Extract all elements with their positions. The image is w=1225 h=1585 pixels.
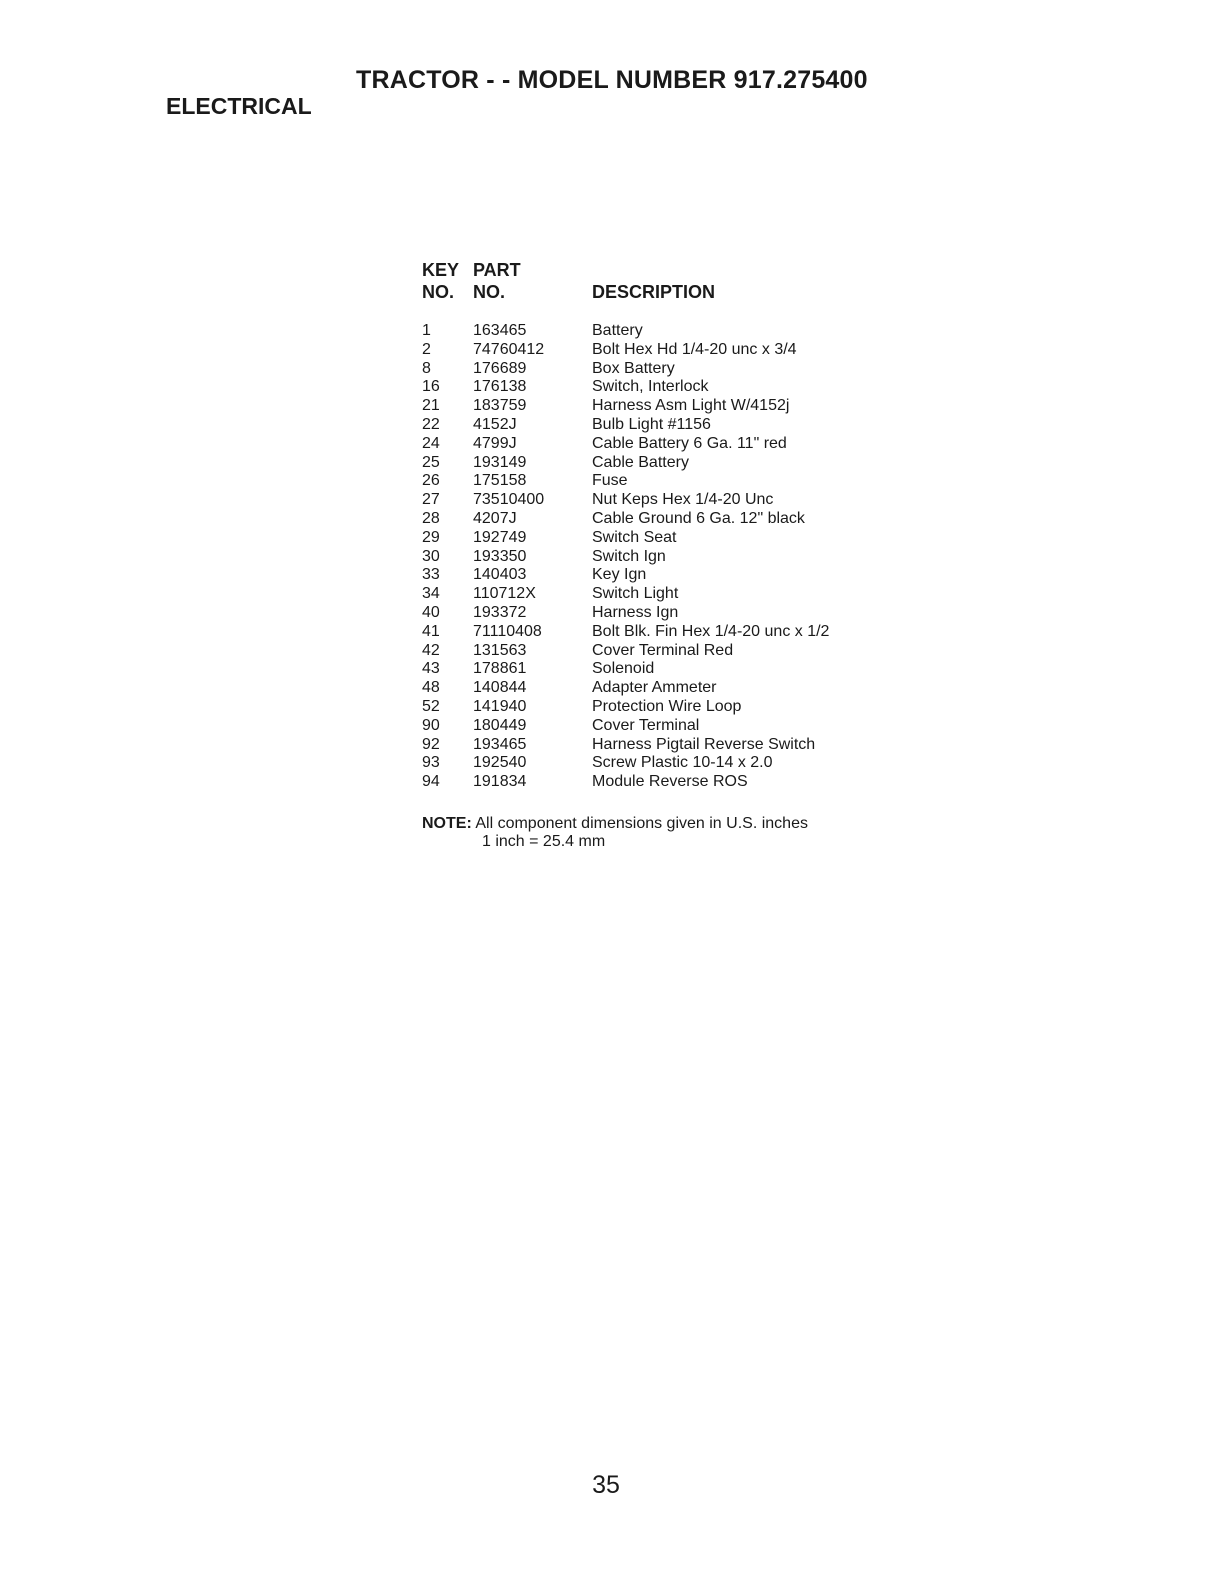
part-number: 193465: [473, 735, 527, 753]
part-description: Adapter Ammeter: [592, 679, 717, 697]
table-row: [422, 416, 922, 435]
key-number: 2: [422, 340, 431, 358]
col-header-description: DESCRIPTION: [592, 282, 716, 302]
key-number: 33: [422, 566, 440, 584]
part-description: Battery: [592, 322, 643, 339]
part-description: Switch, Interlock: [592, 378, 709, 396]
part-description: Screw Plastic 10-14 x 2.0: [592, 754, 773, 772]
key-number: 24: [422, 434, 440, 452]
key-number: 8: [422, 359, 431, 377]
part-number: 192749: [473, 528, 527, 546]
note: [422, 814, 808, 833]
part-number: 140403: [473, 566, 527, 584]
part-description: Harness Pigtail Reverse Switch: [592, 735, 816, 753]
part-number: 176689: [473, 359, 527, 377]
table-row: [422, 585, 922, 604]
table-row: [422, 435, 922, 454]
part-number: 4207J: [473, 509, 517, 527]
table-row: [422, 548, 922, 567]
part-description: Cable Battery 6 Ga. 11" red: [592, 434, 787, 452]
page-number: 35: [592, 1471, 620, 1499]
key-number: 1: [422, 322, 431, 339]
part-description: Nut Keps Hex 1/4-20 Unc: [592, 491, 774, 509]
table-row: [422, 491, 922, 510]
table-row: [422, 717, 922, 736]
key-number: 27: [422, 491, 440, 509]
part-description: Switch Ign: [592, 547, 666, 565]
part-number: 110712X: [473, 585, 536, 603]
part-description: Harness Asm Light W/4152j: [592, 397, 790, 415]
part-number: 163465: [473, 322, 527, 339]
table-row: [422, 623, 922, 642]
part-number: 141940: [473, 697, 527, 715]
table-row: [422, 642, 922, 661]
key-number: 25: [422, 453, 440, 471]
part-number: 192540: [473, 754, 527, 772]
table-row: [422, 679, 922, 698]
part-number: 183759: [473, 397, 527, 415]
key-number: 30: [422, 547, 440, 565]
table-row: [422, 454, 922, 473]
part-number: 176138: [473, 378, 527, 396]
part-description: Box Battery: [592, 359, 675, 377]
part-number: 193149: [473, 453, 527, 471]
part-number: 4152J: [473, 415, 517, 433]
table-row: [422, 529, 922, 548]
key-number: 41: [422, 622, 440, 640]
key-number: 16: [422, 378, 440, 396]
table-row: [422, 754, 922, 773]
col-header-part-line2: NO.: [473, 282, 506, 302]
part-description: Fuse: [592, 472, 628, 490]
note-label: NOTE:: [422, 815, 472, 832]
key-number: 93: [422, 754, 440, 772]
part-description: Protection Wire Loop: [592, 697, 742, 715]
table-row: [422, 604, 922, 623]
part-number: 175158: [473, 472, 527, 490]
part-number: 131563: [473, 641, 527, 659]
table-row: [422, 360, 922, 379]
table-row: [422, 773, 922, 792]
part-description: Bolt Hex Hd 1/4-20 unc x 3/4: [592, 340, 797, 358]
part-number: 180449: [473, 716, 527, 734]
col-header-part-line1: PART: [473, 260, 521, 280]
key-number: 40: [422, 603, 440, 621]
part-number: 71110408: [473, 622, 542, 640]
part-description: Switch Seat: [592, 528, 677, 546]
key-number: 43: [422, 660, 440, 678]
key-number: 28: [422, 509, 440, 527]
part-number: 191834: [473, 773, 527, 791]
table-row: [422, 341, 922, 360]
part-number: 193372: [473, 603, 527, 621]
part-description: Bolt Blk. Fin Hex 1/4-20 unc x 1/2: [592, 622, 830, 640]
part-number: 4799J: [473, 434, 517, 452]
part-description: Bulb Light #1156: [592, 415, 711, 433]
key-number: 42: [422, 641, 440, 659]
table-row: [422, 397, 922, 416]
part-description: Solenoid: [592, 660, 655, 678]
section-title: ELECTRICAL: [166, 93, 312, 119]
note-conversion: 1 inch = 25.4 mm: [482, 833, 606, 850]
part-number: 178861: [473, 660, 527, 678]
part-description: Cable Ground 6 Ga. 12" black: [592, 509, 805, 527]
key-number: 29: [422, 528, 440, 546]
table-row: [422, 736, 922, 755]
key-number: 92: [422, 735, 440, 753]
note-text: All component dimensions given in U.S. inches: [475, 815, 808, 832]
table-row: [422, 510, 922, 529]
col-header-key-line2: NO.: [422, 282, 455, 302]
part-description: Key Ign: [592, 566, 647, 584]
table-row: [422, 472, 922, 491]
part-description: Module Reverse ROS: [592, 773, 748, 791]
key-number: 52: [422, 697, 440, 715]
col-header-key-line1: KEY: [422, 260, 460, 280]
key-number: 34: [422, 585, 440, 603]
table-row: [422, 322, 922, 341]
parts-table: [422, 322, 922, 792]
table-row: [422, 378, 922, 397]
table-row: [422, 698, 922, 717]
part-description: Switch Light: [592, 585, 679, 603]
table-row: [422, 566, 922, 585]
part-number: 140844: [473, 679, 527, 697]
key-number: 26: [422, 472, 440, 490]
page-title: TRACTOR - - MODEL NUMBER 917.275400: [356, 66, 868, 94]
part-description: Cover Terminal Red: [592, 641, 734, 659]
key-number: 94: [422, 773, 440, 791]
part-number: 74760412: [473, 340, 545, 358]
part-description: Cable Battery: [592, 453, 689, 471]
part-number: 73510400: [473, 491, 545, 509]
key-number: 90: [422, 716, 440, 734]
key-number: 22: [422, 415, 440, 433]
key-number: 21: [422, 397, 440, 415]
table-row: [422, 660, 922, 679]
part-description: Harness Ign: [592, 603, 679, 621]
key-number: 48: [422, 679, 440, 697]
part-number: 193350: [473, 547, 527, 565]
part-description: Cover Terminal: [592, 716, 700, 734]
